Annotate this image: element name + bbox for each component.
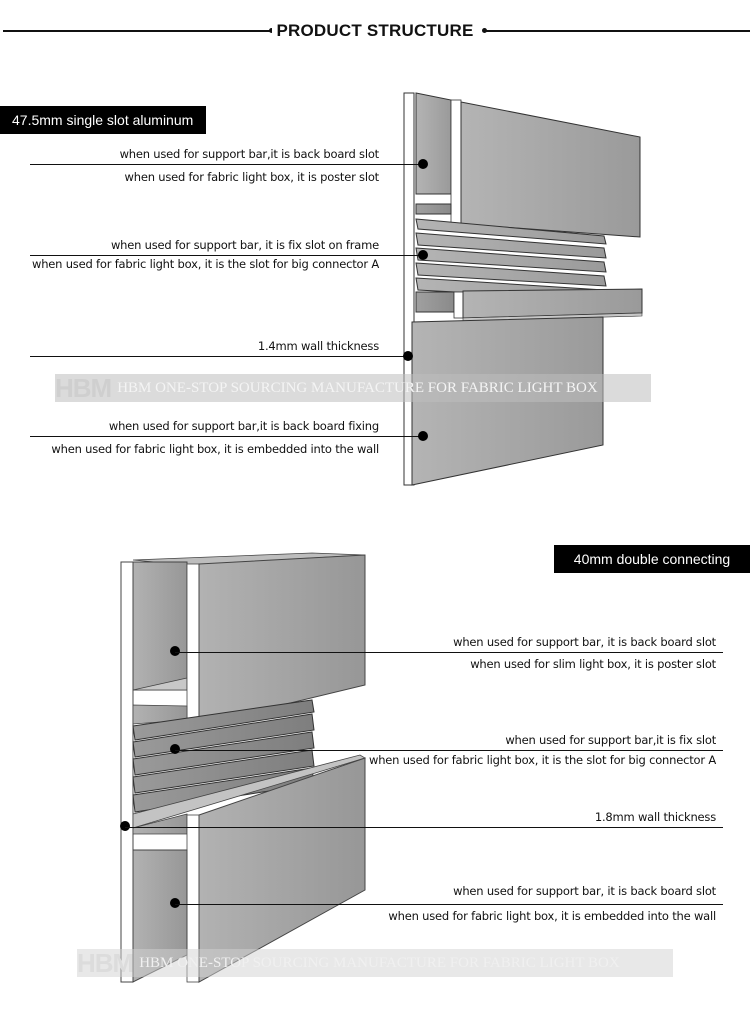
callout-5-line2: when used for slim light box, it is poster slot [470,657,716,671]
callout-7-wall-thickness: 1.8mm wall thickness [594,810,716,824]
marker-dot-5 [170,646,180,656]
callout-6-line1: when used for support bar,it is fix slot [505,733,716,747]
marker-dot-6 [170,744,180,754]
callout-2-line2: when used for fabric light box, it is the slot for big connector A [32,257,379,271]
watermark-text: HBM ONE-STOP SOURCING MANUFACTURE FOR FABRIC LIGHT BOX [117,380,598,396]
leader-line-8 [175,904,723,905]
hbm-logo-icon: HBM [55,374,112,402]
leader-line-6 [175,750,723,751]
callout-4-line1: when used for support bar,it is back board fixing [108,419,379,433]
callout-8-line1: when used for support bar, it is back board slot [453,884,716,898]
callout-2-line1: when used for support bar, it is fix slot on frame [110,238,379,252]
badge-40mm-double-connecting: 40mm double connecting [554,545,750,573]
callout-3-wall-thickness: 1.4mm wall thickness [257,339,379,353]
badge-47mm-single-slot: 47.5mm single slot aluminum [0,106,206,134]
callout-5-line1: when used for support bar, it is back board slot [453,635,716,649]
hbm-logo-icon: HBM [77,949,134,977]
callout-4-line2: when used for fabric light box, it is embedded into the wall [51,442,379,456]
callout-8-line2: when used for fabric light box, it is embedded into the wall [388,909,716,923]
marker-dot-7 [120,821,130,831]
callout-1-line1: when used for support bar,it is back board slot [119,147,379,161]
callout-1-line2: when used for fabric light box, it is poster slot [124,170,379,184]
leader-line-5 [175,652,723,653]
page-title: PRODUCT STRUCTURE [0,21,750,41]
watermark-text: HBM ONE-STOP SOURCING MANUFACTURE FOR FABRIC LIGHT BOX [139,955,620,971]
watermark-banner-2 [77,949,673,977]
callout-6-line2: when used for fabric light box, it is the slot for big connector A [369,753,716,767]
leader-line-7 [125,827,723,828]
marker-dot-8 [170,898,180,908]
